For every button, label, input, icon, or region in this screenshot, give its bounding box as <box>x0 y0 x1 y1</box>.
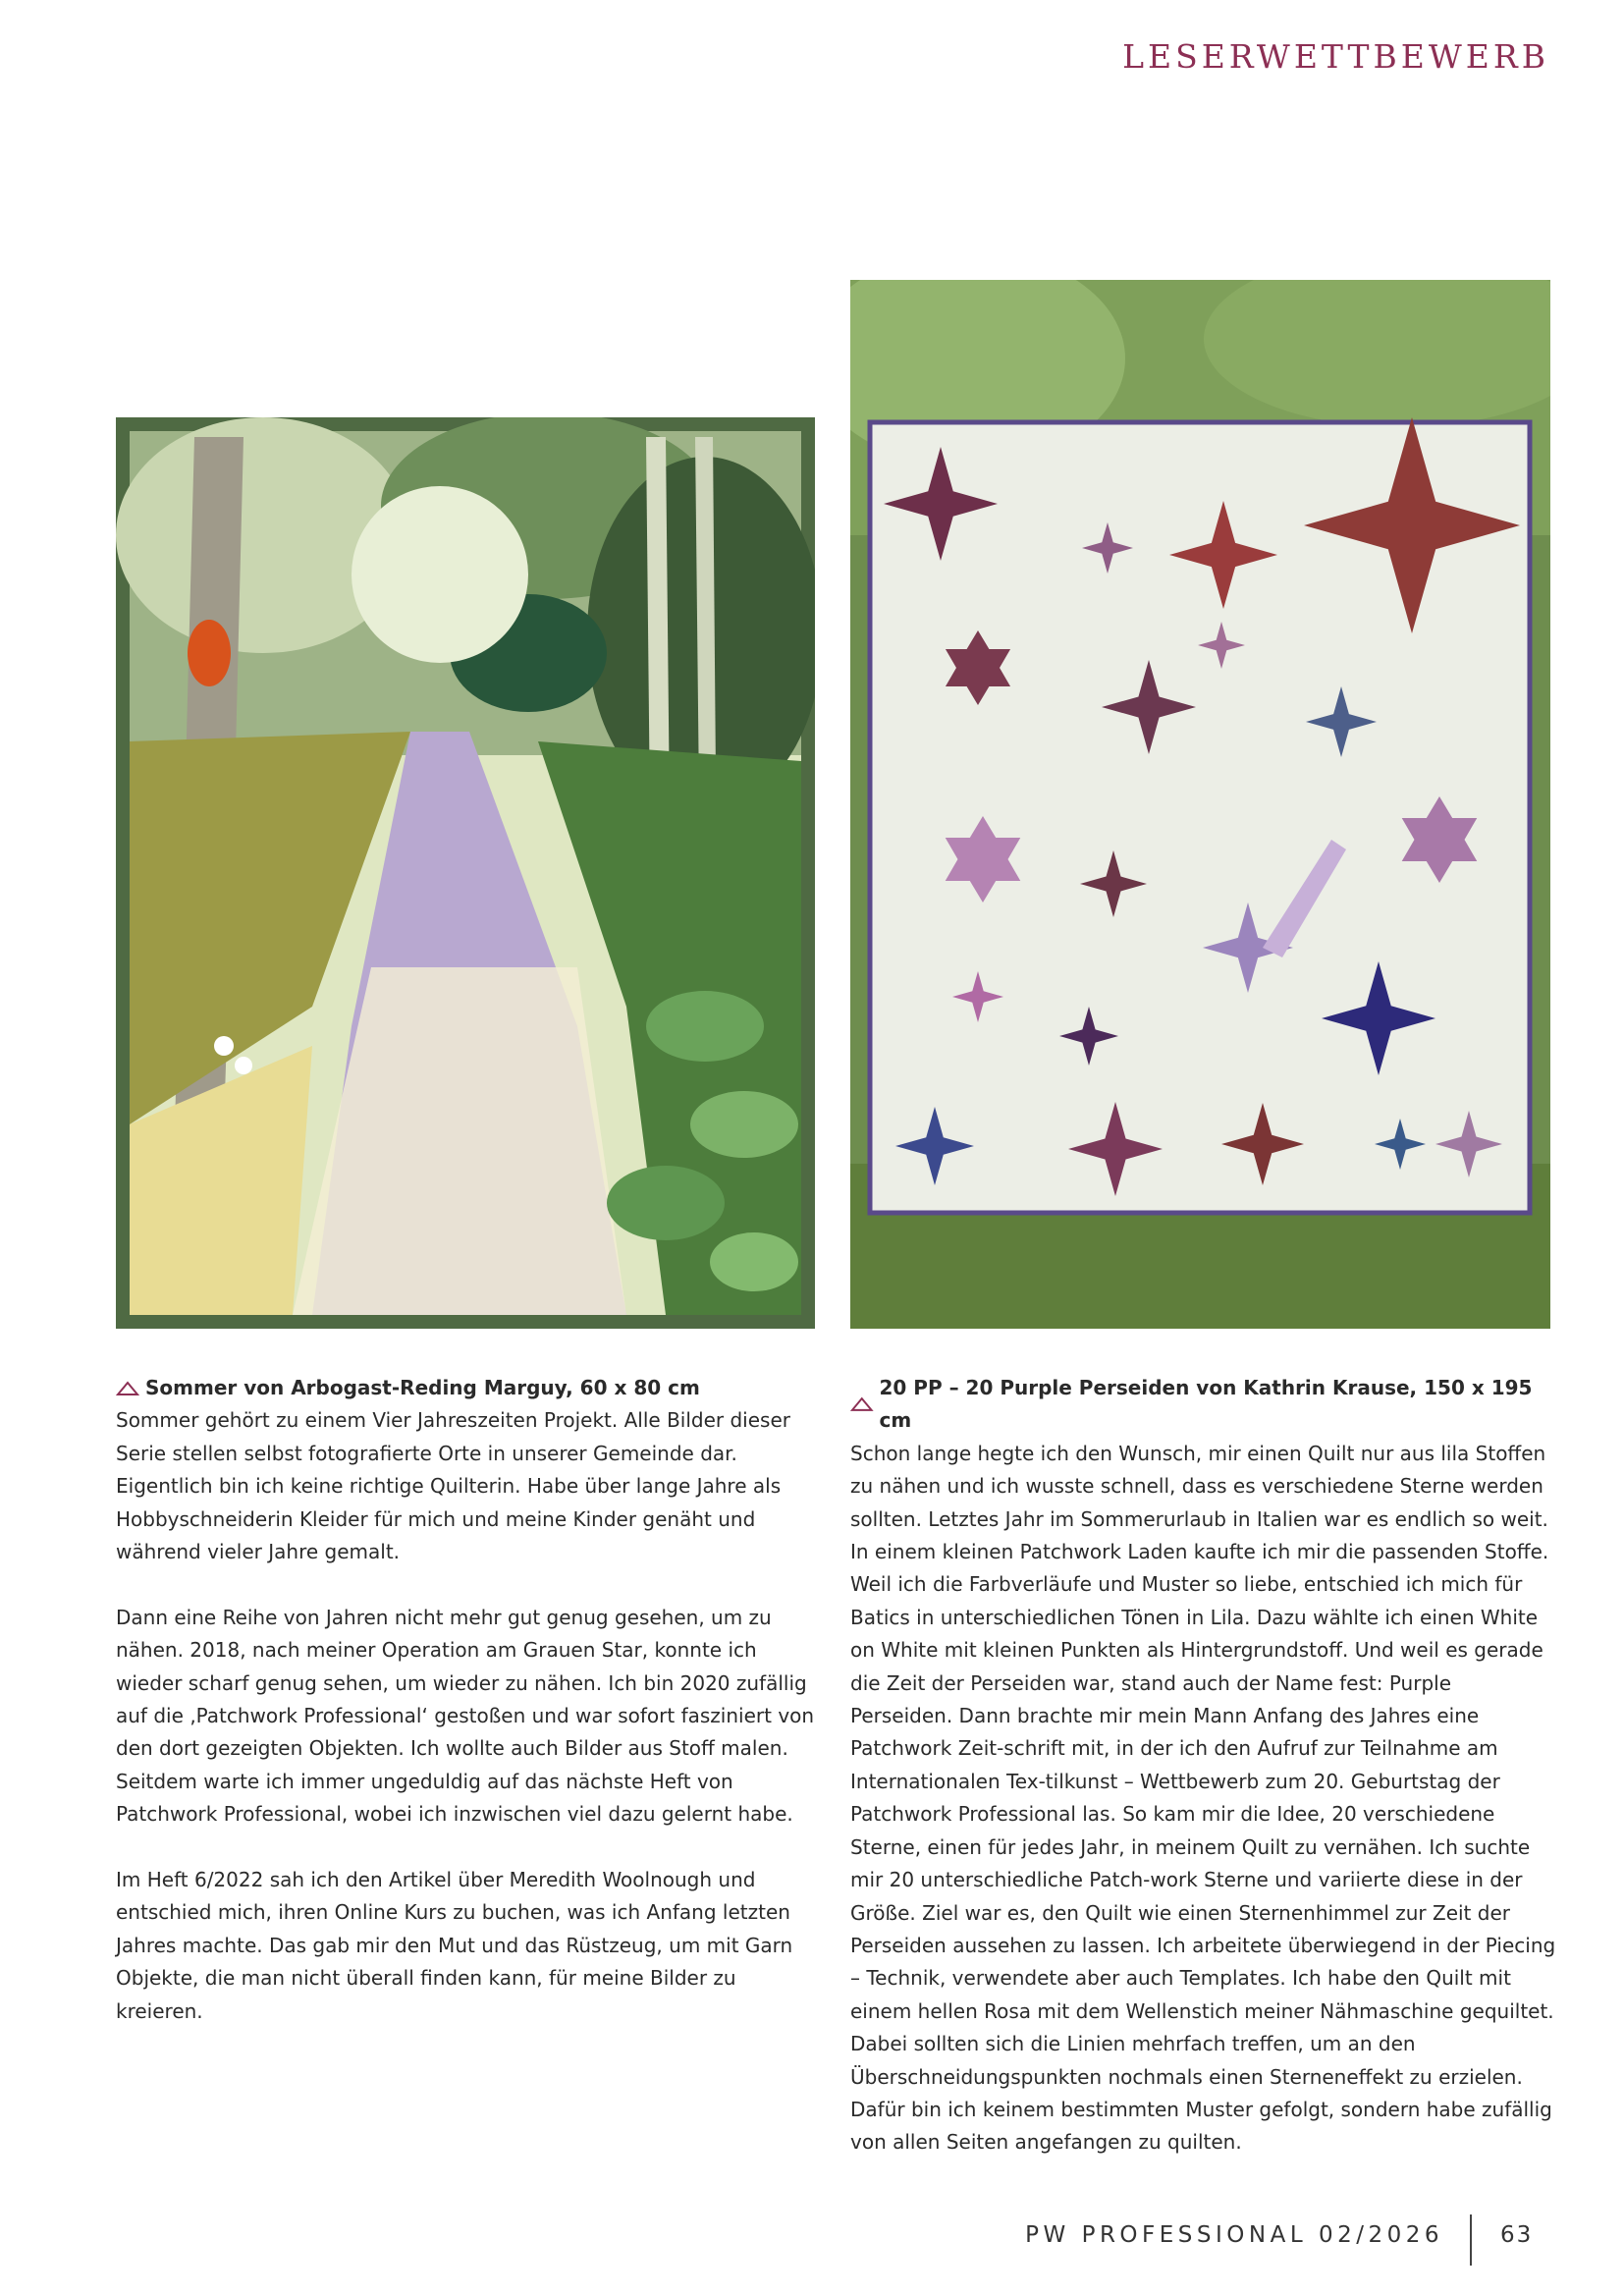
right-paragraph: Schon lange hegte ich den Wunsch, mir einen Quilt nur aus lila Stoffen zu nähen und ich wusste schnell, dass es verschiedene Sterne werden sollten. Letztes Jahr im Sommerurlaub in Italien war es endlich so weit. In einem kleinen Patchwork Laden kaufte ich mir die passenden Stoffe. Weil ich die Farbverläufe und Muster so liebe, entschied ich mich für Batics in unterschiedlichen Tönen in Lila. Dazu wählte ich einen White on White mit kleinen Punkten als Hintergrundstoff. Und weil es gerade die Zeit der Perseiden war, stand auch der Name fest: Purple Perseiden. Dann brachte mir mein Mann Anfang des Jahres eine Patchwork Zeit-schrift mit, in der ich den Aufruf zur Teilnahme am Internationalen Tex-tilkunst – Wettbewerb zum 20. Geburtstag der Patchwork Professional las. So kam mir die Idee, 20 verschiedene Sterne, einen für jedes Jahr, in meinem Quilt zu vernähen. Ich suchte mir 20 unterschiedliche Patch-work Sterne und variierte diese in der Größe. Ziel war es, den Quilt wie einen Sternenhimmel zur Zeit der Perseiden aussehen zu lassen. Ich arbeitete überwiegend in der Piecing – Technik, verwendete aber auch Templates. Ich habe den Quilt mit einem hellen Rosa mit dem Wellenstich meiner Nähmaschine gequiltet. Dabei sollten sich die Linien mehrfach treffen, um an den Überschneidungspunkten nochmals einen Sterneneffekt zu erzielen. Dafür bin ich keinem bestimmten Muster gefolgt, sondern habe zufällig von allen Seiten angefangen zu quilten. <box>850 1441 1556 2155</box>
right-caption <box>850 1372 1557 1438</box>
left-paragraph: Dann eine Reihe von Jahren nicht mehr gut genug gesehen, um zu nähen. 2018, nach meiner Operation am Grauen Star, konnte ich wieder scharf genug sehen, um wieder zu nähen. Ich bin 2020 zufällig auf die ‚Patchwork Professional‘ gestoßen und war sofort fasziniert von den dort gezeigten Objekten. Ich wollte auch Bilder aus Stoff malen. Seitdem warte ich immer ungeduldig auf das nächste Heft von Patchwork Professional, wobei ich inzwischen viel dazu gelernt habe. <box>116 1605 815 1827</box>
triangle-up-icon <box>850 1396 874 1412</box>
purple-perseiden-quilt-photo <box>850 280 1550 1329</box>
left-caption-text: Sommer von Arbogast-Reding Marguy, 60 x 80 cm <box>145 1376 700 1399</box>
left-paragraph: Sommer gehört zu einem Vier Jahreszeiten Projekt. Alle Bilder dieser Serie stellen selbst fotografierte Orte in unserer Gemeinde dar. Eigentlich bin ich keine richtige Quilterin. Habe über lange Jahre als Hobbyschneiderin Kleider für mich und meine Kinder genäht und während vieler Jahre gemalt. <box>116 1408 790 1564</box>
page-number: 63 <box>1500 2222 1534 2248</box>
publication-name: PW PROFESSIONAL 02/2026 <box>1025 2222 1443 2248</box>
triangle-up-icon <box>116 1381 139 1396</box>
right-article-column <box>850 1372 1557 2159</box>
left-paragraph: Im Heft 6/2022 sah ich den Artikel über Meredith Woolnough und entschied mich, ihren Online Kurs zu buchen, was ich Anfang letzten Jahres machte. Das gab mir den Mut und das Rüstzeug, um mit Garn Objekte, die man nicht überall finden kann, für meine Bilder zu kreieren. <box>116 1868 793 2023</box>
left-article-column <box>116 1372 823 2028</box>
footer-divider <box>1470 2214 1472 2266</box>
right-caption-text: 20 PP – 20 Purple Perseiden von Kathrin Krause, 150 x 195 cm <box>879 1376 1533 1433</box>
sommer-quilt-photo <box>116 417 815 1329</box>
left-caption <box>116 1372 823 1404</box>
section-label: LESERWETTBEWERB <box>1122 37 1549 76</box>
page-footer <box>0 2222 1624 2262</box>
